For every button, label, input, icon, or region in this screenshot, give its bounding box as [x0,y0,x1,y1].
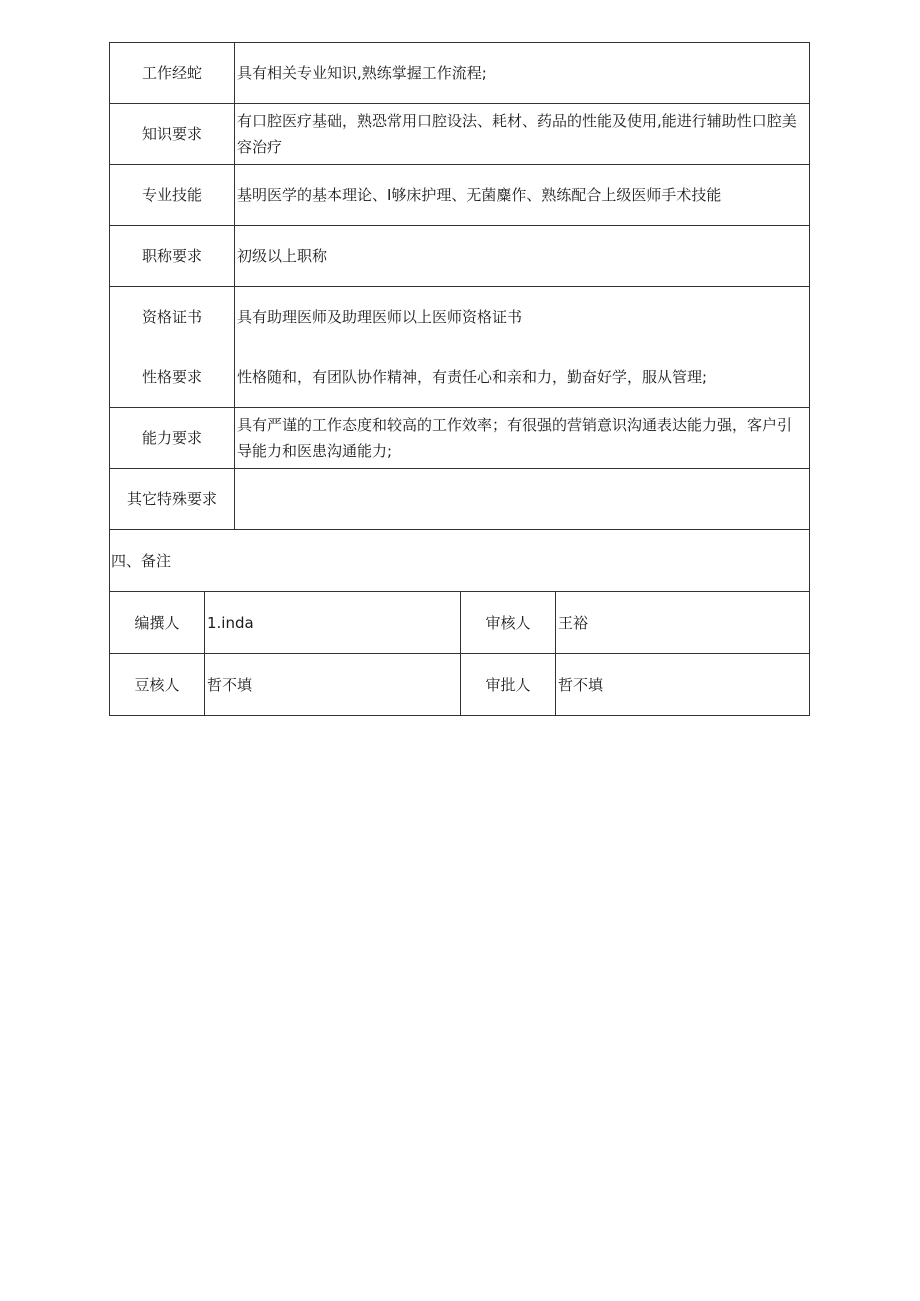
table-row [110,592,810,654]
checker-label: 豆核人 [110,654,205,716]
row-value: 具有助理医师及助理医师以上医师资格证书 [235,287,810,348]
checker-value: 哲不填 [205,654,461,716]
editor-value: 1.inda [205,592,461,654]
approver-value: 哲不填 [556,654,810,716]
table-row [110,104,810,165]
remarks-title: 四、备注 [110,530,810,592]
approver-label: 审批人 [461,654,556,716]
row-label: 能力要求 [110,408,235,469]
table-row [110,287,810,348]
table-row [110,408,810,469]
row-value: 具有相关专业知识,熟练掌握工作流程; [235,43,810,104]
row-label: 其它特殊要求 [110,469,235,530]
table-row [110,165,810,226]
row-label: 资格证书 [110,287,235,348]
remarks-section [110,530,810,592]
job-requirements-sheet [109,42,810,716]
table-row [110,226,810,287]
table-row [110,347,810,408]
row-value: 具有严谨的工作态度和较高的工作效率；有很强的营销意识沟通表达能力强，客户引导能力和医患沟通能力; [235,408,810,469]
reviewer-value: 王裕 [556,592,810,654]
row-value: 有口腔医疗基础，熟恐常用口腔设法、耗材、药品的性能及使用,能进行辅助性口腔美容治疗 [235,104,810,165]
table-row [110,43,810,104]
table-row [110,469,810,530]
row-label: 性格要求 [110,347,235,408]
row-label: 工作经蛇 [110,43,235,104]
requirements-table [109,42,810,592]
row-label: 专业技能 [110,165,235,226]
row-label: 知识要求 [110,104,235,165]
signoff-table [109,592,810,716]
editor-label: 编撰人 [110,592,205,654]
row-value: 初级以上职称 [235,226,810,287]
row-label: 职称要求 [110,226,235,287]
table-row [110,654,810,716]
reviewer-label: 审核人 [461,592,556,654]
row-value: 性格随和，有团队协作精神，有责任心和亲和力，勤奋好学，服从管理; [235,347,810,408]
row-value: 基明医学的基本理论、I够床护理、无菌麋作、熟练配合上级医师手术技能 [235,165,810,226]
row-value [235,469,810,530]
